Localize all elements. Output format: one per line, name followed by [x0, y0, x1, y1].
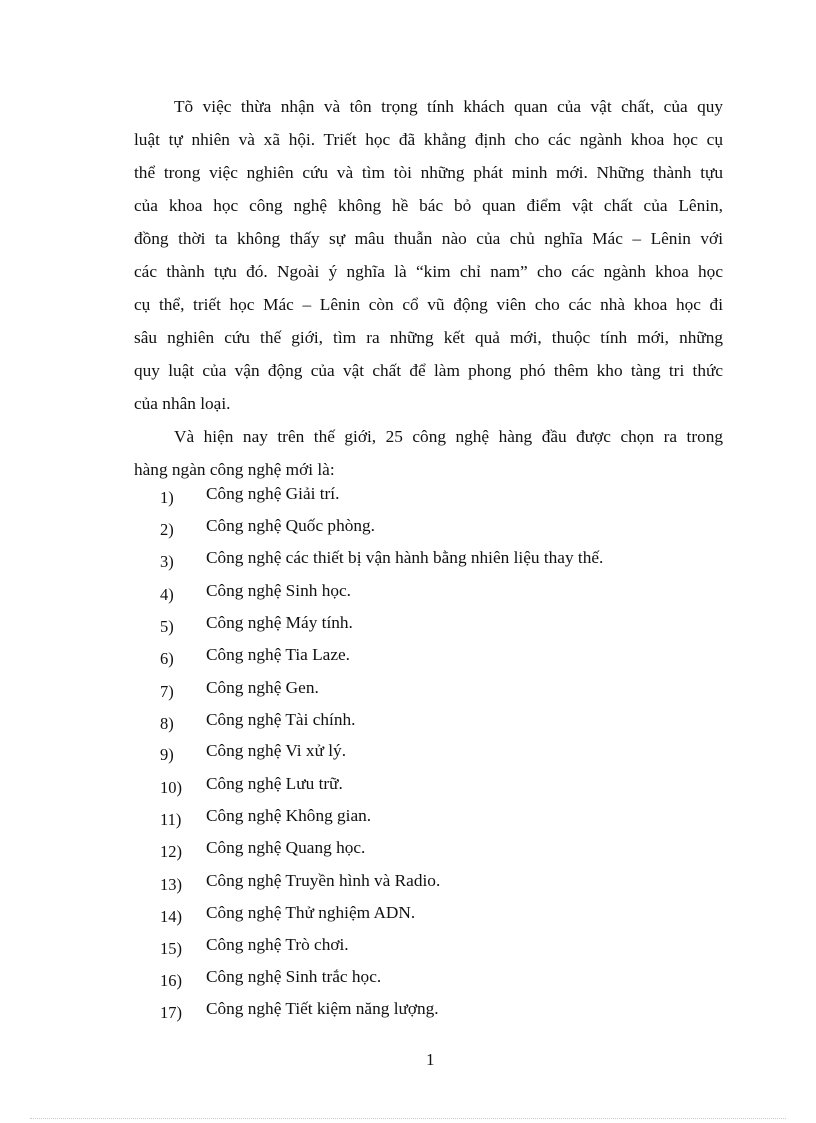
list-number: 7): [160, 682, 174, 701]
list-text: Công nghệ Máy tính.: [206, 613, 353, 632]
list-text: Công nghệ Vi xử lý.: [206, 741, 347, 760]
list-text: Công nghệ Giải trí.: [206, 484, 340, 503]
list-text: Công nghệ Quang học.: [206, 838, 366, 857]
list-number: 1): [160, 488, 174, 507]
list-text: Công nghệ Không gian.: [206, 806, 372, 825]
list-number: 2): [160, 520, 174, 539]
paragraph-line: Tõ việc thừa nhận và tôn trọng tính khách quan của vật chất, của quy: [174, 97, 723, 116]
list-text: Công nghệ Sinh học.: [206, 581, 351, 600]
list-number: 17): [160, 1003, 182, 1022]
list-number: 5): [160, 617, 174, 636]
list-number: 4): [160, 585, 174, 604]
list-number: 3): [160, 552, 174, 571]
list-text: Công nghệ Tài chính.: [206, 710, 356, 729]
list-text: Công nghệ Thử nghiệm ADN.: [206, 903, 416, 922]
list-text: Công nghệ Tia Laze.: [206, 645, 350, 664]
paragraph-line: hàng ngàn công nghệ mới là:: [134, 460, 335, 479]
paragraph-line: của khoa học công nghệ không hề bác bỏ quan điểm vật chất của Lênin,: [134, 196, 723, 215]
paragraph-line: các thành tựu đó. Ngoài ý nghĩa là “kim chỉ nam” cho các ngành khoa học: [134, 262, 723, 281]
list-number: 6): [160, 649, 174, 668]
paragraph-line: quy luật của vận động của vật chất để làm phong phó thêm kho tàng tri thức: [134, 361, 723, 380]
list-number: 15): [160, 939, 182, 958]
list-text: Công nghệ Lưu trữ.: [206, 774, 343, 793]
paragraph-line: thể trong việc nghiên cứu và tìm tòi những phát minh mới. Những thành tựu: [134, 163, 723, 182]
list-number: 16): [160, 971, 182, 990]
list-text: Công nghệ các thiết bị vận hành bằng nhiên liệu thay thế.: [206, 548, 604, 567]
paragraph-line: sâu nghiên cứu thế giới, tìm ra những kết quả mới, thuộc tính mới, những: [134, 328, 723, 347]
paragraph-line: cụ thể, triết học Mác – Lênin còn cổ vũ động viên cho các nhà khoa học đi: [134, 295, 723, 314]
list-text: Công nghệ Trò chơi.: [206, 935, 349, 954]
list-number: 13): [160, 875, 182, 894]
list-text: Công nghệ Tiết kiệm năng lượng.: [206, 999, 439, 1018]
list-text: Công nghệ Gen.: [206, 678, 319, 697]
list-number: 11): [160, 810, 182, 829]
list-text: Công nghệ Truyền hình và Radio.: [206, 871, 441, 890]
list-number: 9): [160, 745, 174, 764]
list-text: Công nghệ Quốc phòng.: [206, 516, 375, 535]
list-number: 14): [160, 907, 182, 926]
list-text: Công nghệ Sinh trắc học.: [206, 967, 382, 986]
page-bottom-divider: [30, 1118, 786, 1119]
paragraph-line: của nhân loại.: [134, 394, 231, 413]
paragraph-line: Và hiện nay trên thế giới, 25 công nghệ hàng đầu được chọn ra trong: [174, 427, 723, 446]
list-number: 8): [160, 714, 174, 733]
paragraph-line: luật tự nhiên và xã hội. Triết học đã khẳng định cho các ngành khoa học cụ: [134, 130, 723, 149]
paragraph-line: đồng thời ta không thấy sự mâu thuẫn nào của chủ nghĩa Mác – Lênin với: [134, 229, 723, 248]
list-number: 10): [160, 778, 182, 797]
list-number: 12): [160, 842, 182, 861]
page-number: 1: [426, 1050, 435, 1069]
